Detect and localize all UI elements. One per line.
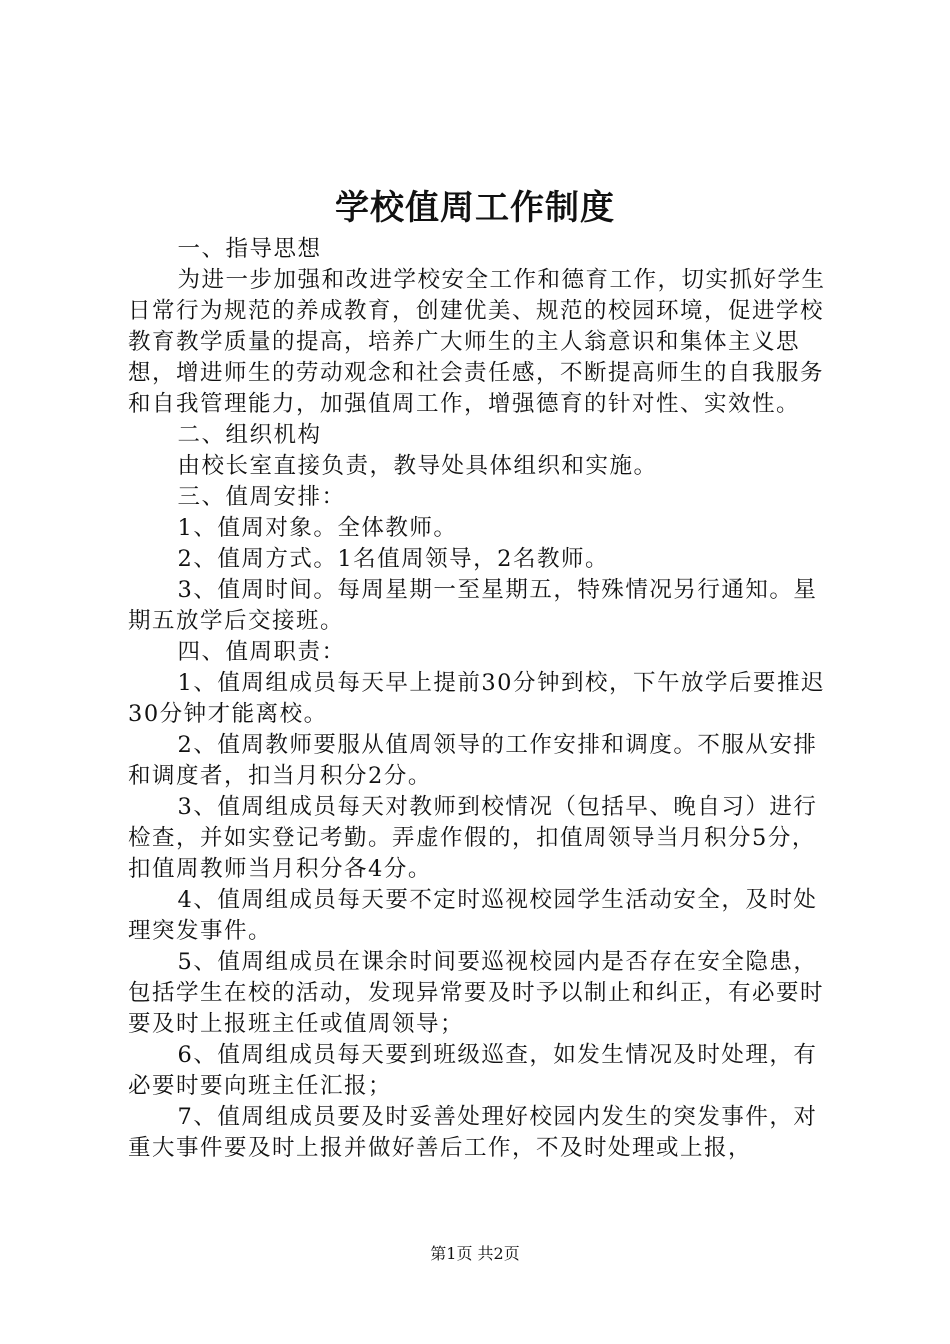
- arrangement-item-1: 1、值周对象。全体教师。: [177, 515, 458, 541]
- duty-item-5: 5、值周组成员在课余时间要巡视校园内是否存在安全隐患，包括学生在校的活动，发现异常要及时予以制止和纠正，有必要时要及时上报班主任或值周领导；: [128, 949, 825, 1037]
- section-heading-duties: 四、值周职责：: [177, 639, 346, 665]
- duty-item-3: 3、值周组成员每天对教师到校情况（包括早、晚自习）进行检查，并如实登记考勤。弄虚作假的，扣值周领导当月积分5分，扣值周教师当月积分各4分。: [128, 794, 818, 882]
- duty-item-6: 6、值周组成员每天要到班级巡查，如发生情况及时处理，有必要时要向班主任汇报；: [128, 1042, 818, 1099]
- document-title: 学校值周工作制度: [335, 188, 615, 228]
- duty-item-4: 4、值周组成员每天要不定时巡视校园学生活动安全，及时处理突发事件。: [128, 887, 818, 944]
- section-heading-arrangement: 三、值周安排：: [177, 484, 346, 510]
- page-number-footer: 第1页 共2页: [430, 1244, 520, 1263]
- duty-item-1: 1、值周组成员每天早上提前30分钟到校，下午放学后要推迟30分钟才能离校。: [128, 670, 825, 727]
- document-body: [128, 234, 833, 1164]
- arrangement-item-2: 2、值周方式。1名值周领导，2名教师。: [177, 546, 609, 572]
- duty-item-2: 2、值周教师要服从值周领导的工作安排和调度。不服从安排和调度者，扣当月积分2分。: [128, 732, 818, 789]
- duty-item-7: 7、值周组成员要及时妥善处理好校园内发生的突发事件，对重大事件要及时上报并做好善后工作，不及时处理或上报，: [128, 1104, 818, 1161]
- paragraph-organization: 由校长室直接负责，教导处具体组织和实施。: [177, 453, 658, 479]
- section-heading-organization: 二、组织机构: [177, 422, 322, 448]
- arrangement-item-3: 3、值周时间。每周星期一至星期五，特殊情况另行通知。星期五放学后交接班。: [128, 577, 818, 634]
- section-heading-guiding-thought: 一、指导思想: [177, 236, 322, 262]
- paragraph-guiding-thought: 为进一步加强和改进学校安全工作和德育工作，切实抓好学生日常行为规范的养成教育，创建优美、规范的校园环境，促进学校教育教学质量的提高，培养广大师生的主人翁意识和集体主义思想，增进师生的劳动观念和社会责任感，不断提高师生的自我服务和自我管理能力，加强值周工作，增强德育的针对性、实效性。: [128, 267, 826, 417]
